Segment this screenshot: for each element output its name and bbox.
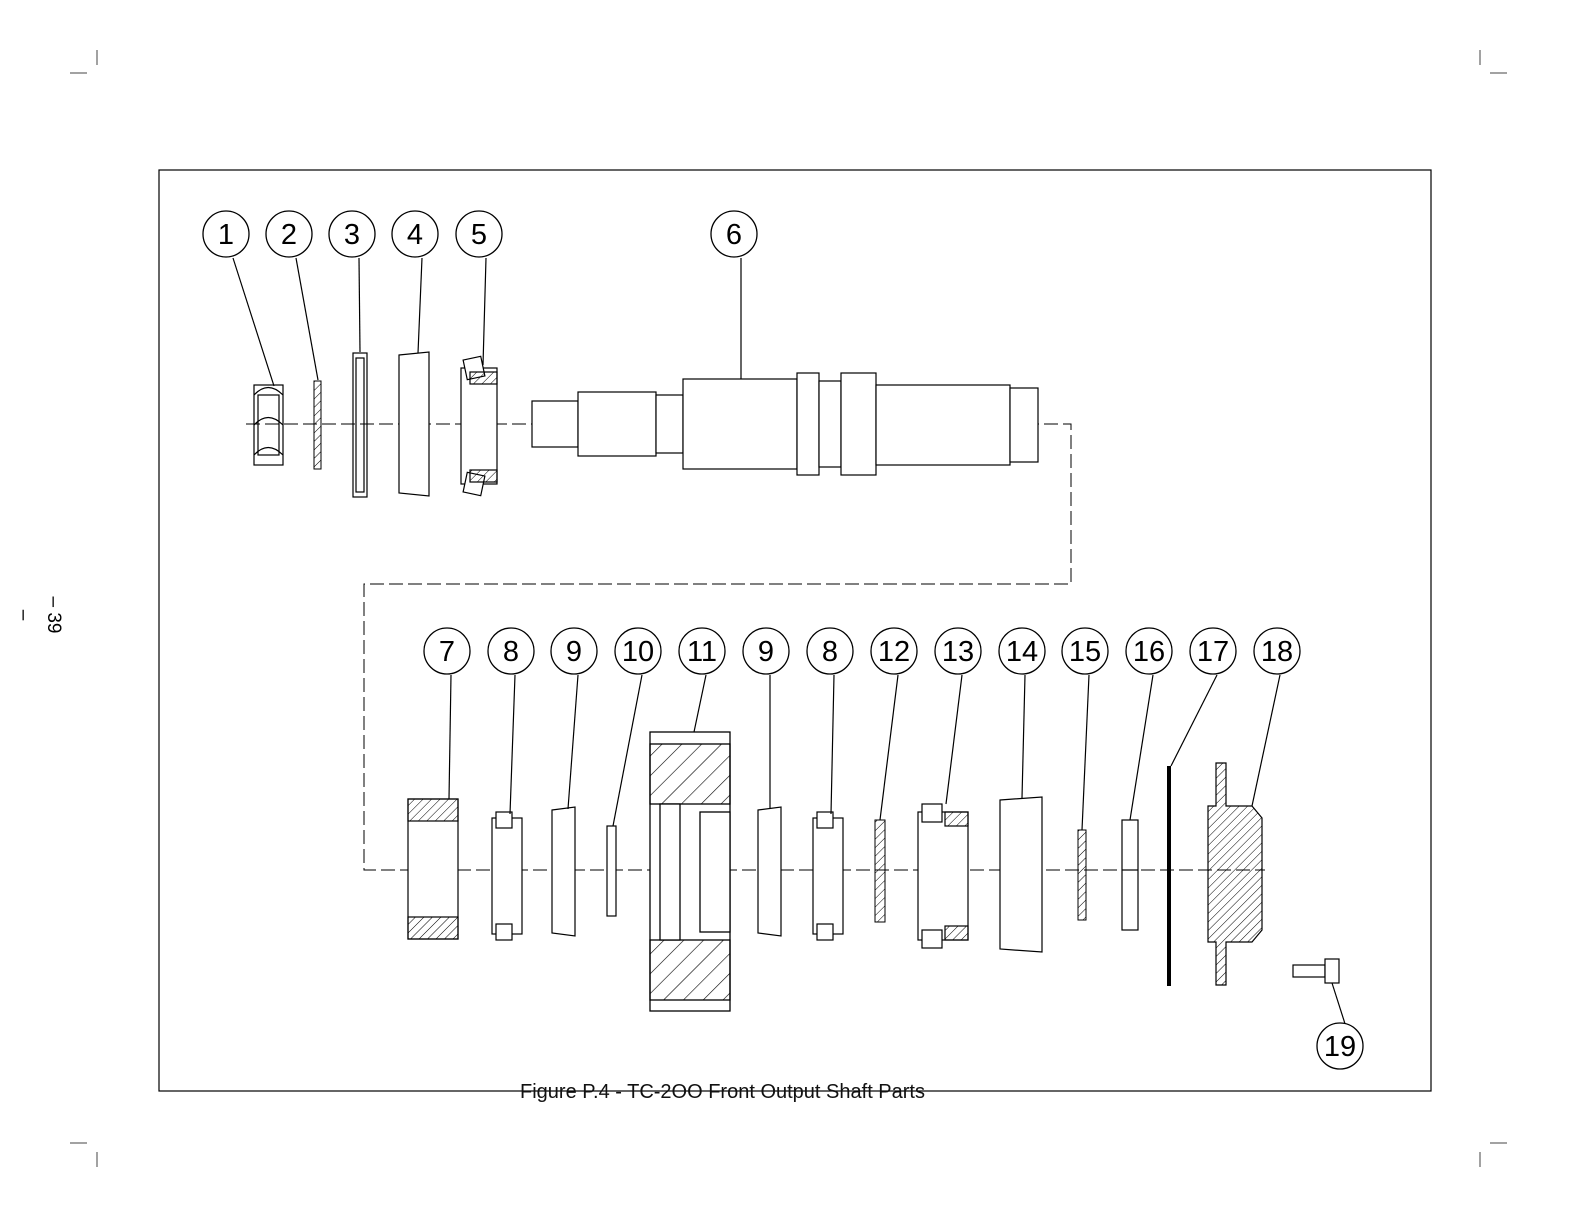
tapered-bearing-part-2	[918, 804, 968, 948]
gasket-part	[1167, 766, 1171, 986]
callout-number: 2	[280, 219, 298, 251]
callout-18	[1254, 628, 1300, 674]
cone-bearing-part-2	[813, 812, 843, 940]
shim-washer-part	[875, 820, 885, 922]
callout-5	[456, 211, 502, 257]
callout-number: 9	[757, 636, 775, 668]
capscrew-part	[1293, 959, 1339, 983]
callout-13	[935, 628, 981, 674]
callout-number: 5	[470, 219, 488, 251]
callout-number: 12	[877, 636, 911, 668]
callout-number: 11	[686, 636, 718, 668]
callout-12	[871, 628, 917, 674]
callout-8	[807, 628, 853, 674]
callout-16	[1126, 628, 1172, 674]
output-shaft-part	[532, 373, 1038, 475]
coupling-part	[408, 799, 458, 939]
callout-19	[1317, 1023, 1363, 1069]
bearing-cup-part	[399, 352, 429, 496]
callout-number: 18	[1260, 636, 1294, 668]
callout-1	[203, 211, 249, 257]
callout-7	[424, 628, 470, 674]
cup-part-2	[758, 807, 781, 936]
callout-number: 16	[1132, 636, 1166, 668]
callout-number: 14	[1005, 636, 1039, 668]
callout-number: 13	[941, 636, 975, 668]
washer-part	[314, 381, 321, 469]
callout-8	[488, 628, 534, 674]
figure-caption: Figure P.4 - TC-2OO Front Output Shaft Parts	[520, 1081, 925, 1103]
callout-number: 4	[406, 219, 424, 251]
callout-2	[266, 211, 312, 257]
callout-number: 9	[565, 636, 583, 668]
hex-nut-part	[254, 385, 283, 465]
callout-number: 1	[217, 219, 235, 251]
callout-number: 15	[1068, 636, 1102, 668]
callout-number: 3	[343, 219, 361, 251]
callout-9	[551, 628, 597, 674]
callout-17	[1190, 628, 1236, 674]
callout-number: 19	[1323, 1031, 1357, 1063]
rear-seal-part	[1122, 820, 1138, 930]
callout-bubbles	[203, 211, 1363, 1069]
callout-11	[679, 628, 725, 674]
callout-number: 8	[502, 636, 520, 668]
figure-frame	[159, 170, 1431, 1091]
cup-part	[552, 807, 575, 936]
callout-6	[711, 211, 757, 257]
callout-number: 8	[821, 636, 839, 668]
callout-number: 10	[621, 636, 655, 668]
spacer-ring-part	[607, 826, 616, 916]
callout-15	[1062, 628, 1108, 674]
callout-3	[329, 211, 375, 257]
callout-number: 7	[438, 636, 456, 668]
large-cup-part	[1000, 797, 1042, 952]
tapered-bearing-part	[461, 356, 497, 495]
callout-number: 6	[725, 219, 743, 251]
callout-number: 17	[1196, 636, 1230, 668]
cone-bearing-part	[492, 812, 522, 940]
page-number: – 39 –	[13, 596, 64, 634]
driven-gear-part	[650, 732, 730, 1011]
callout-9	[743, 628, 789, 674]
callout-10	[615, 628, 661, 674]
callout-14	[999, 628, 1045, 674]
oil-seal-part	[353, 353, 367, 497]
snap-ring-part	[1078, 830, 1086, 920]
callout-4	[392, 211, 438, 257]
